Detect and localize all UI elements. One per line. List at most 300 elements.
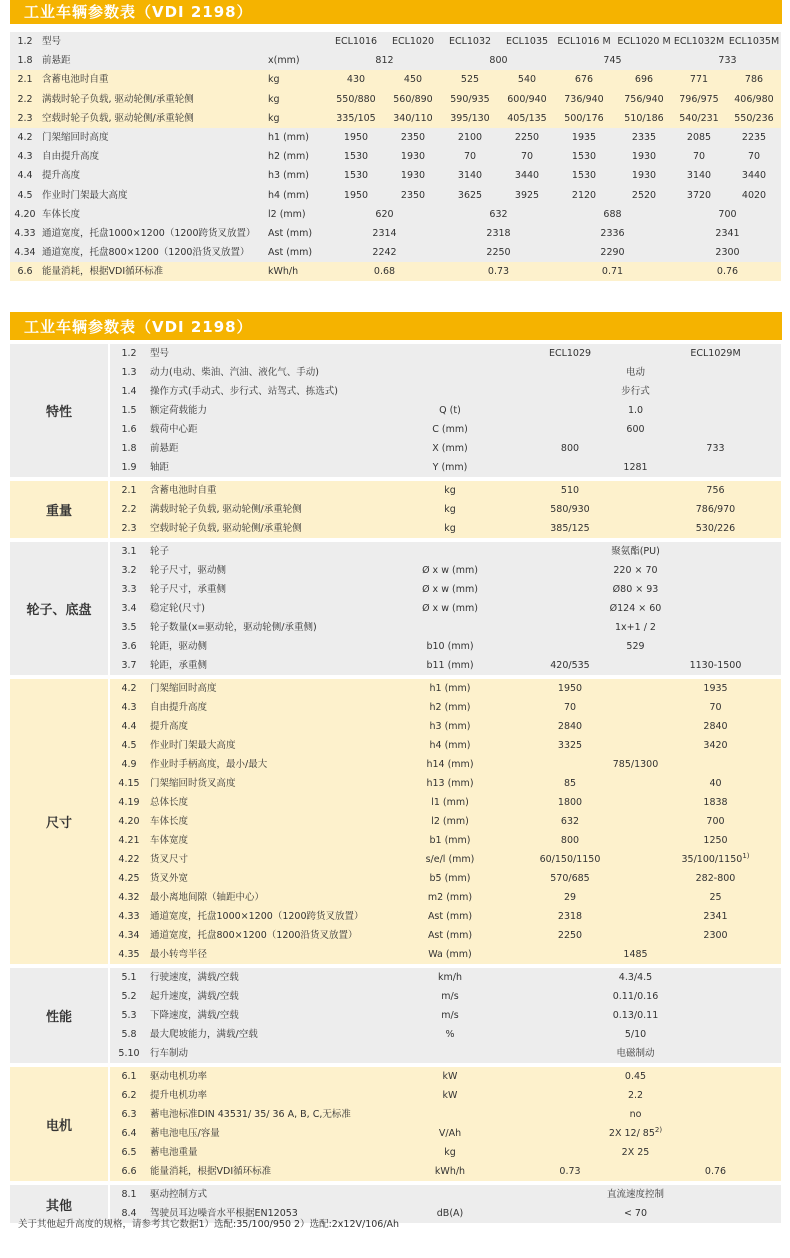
value-text: Ø80 × 93	[612, 584, 659, 595]
table-row	[10, 500, 781, 519]
row-unit: m/s	[441, 1010, 459, 1021]
value-text: 电动	[625, 367, 645, 378]
section-title: 轮子、底盘	[26, 603, 92, 618]
row-label: 驾驶员耳边噪音水平根据EN12053	[150, 1208, 298, 1219]
cell-value: 2085	[686, 131, 712, 143]
row-unit: l2 (mm)	[431, 816, 469, 827]
value-text: 25	[709, 892, 722, 903]
cell-value: 340/110	[393, 112, 433, 124]
value-shared	[490, 1086, 781, 1105]
row-label: 额定荷载能力	[150, 405, 208, 416]
row-label: 最大爬坡能力，满载/空载	[150, 1029, 258, 1040]
value-text: 1.0	[627, 405, 644, 416]
row-label: 操作方式(手动式、步行式、站驾式、拣选式)	[150, 386, 338, 397]
cell-value: 3625	[457, 189, 483, 201]
value-text: no	[629, 1109, 642, 1120]
row-code: 4.20	[118, 816, 140, 827]
row-label: 空载时轮子负载, 驱动轮侧/承重轮侧	[42, 112, 194, 124]
table-row	[10, 519, 781, 538]
section-2	[10, 542, 781, 675]
cell-value: 590/935	[450, 93, 490, 105]
row-label: 自由提升高度	[42, 151, 100, 163]
cell-value: 771	[689, 74, 709, 86]
row-code: 4.4	[121, 721, 137, 732]
table-row	[10, 1162, 781, 1181]
row-code: 3.7	[121, 660, 137, 671]
row-unit: l2 (mm)	[268, 208, 306, 220]
table-row	[10, 224, 781, 243]
row-unit: b11 (mm)	[426, 660, 474, 671]
pair-value: 2336	[600, 227, 625, 239]
value-ecl1029m	[650, 831, 781, 850]
row-code: 3.2	[121, 565, 137, 576]
section-title: 尺寸	[45, 816, 72, 831]
model-name: ECL1020 M	[617, 36, 671, 47]
model-name: ECL1035	[505, 36, 549, 47]
row-code: 4.3	[121, 702, 137, 713]
row-label: 蓄电池重量	[150, 1147, 198, 1158]
value-text: 2.2	[627, 1090, 644, 1101]
table-row	[10, 1006, 781, 1025]
value-shared	[490, 561, 781, 580]
value-text: 600	[626, 424, 645, 435]
cell-value: 796/975	[679, 93, 719, 105]
row-label: 车体宽度	[150, 835, 189, 846]
cell-value: 1950	[343, 189, 369, 201]
row-unit: b5 (mm)	[429, 873, 471, 884]
table-row	[10, 717, 781, 736]
value-ecl1029m	[650, 439, 781, 458]
row-unit: l1 (mm)	[431, 797, 469, 808]
value-text: 220 × 70	[613, 565, 658, 576]
row-label: 前悬距	[42, 55, 71, 67]
value-text: ECL1029M	[690, 348, 741, 359]
footnote: 关于其他起升高度的规格，请参考其它数据1）选配:35/100/950 2）选配:2x12V/106/Ah	[18, 1219, 400, 1230]
row-label: 作业时手柄高度，最小/最大	[150, 759, 268, 770]
section-title: 重量	[45, 504, 72, 519]
row-label: 动力(电动、柴油、汽油、液化气、手动)	[150, 367, 319, 378]
cell-value: 560/890	[393, 93, 433, 105]
row-code: 5.3	[121, 1010, 137, 1021]
value-ecl1029m	[650, 793, 781, 812]
pair-value: 0.73	[487, 266, 510, 278]
pair-value: 2300	[715, 247, 740, 259]
row-label: 轮距，驱动侧	[150, 641, 208, 652]
value-ecl1029: 2318	[557, 911, 583, 922]
pair-value: 700	[718, 208, 737, 220]
table-row	[10, 1044, 781, 1063]
value-ecl1029m	[650, 812, 781, 831]
row-code: 2.2	[121, 504, 137, 515]
value-shared	[490, 1025, 781, 1044]
table-row	[10, 907, 781, 926]
row-label: 通道宽度，托盘800×1200（1200沿货叉放置）	[150, 930, 358, 941]
footnote-marker: 1)	[742, 851, 750, 860]
cell-value: 696	[634, 74, 654, 86]
value-text: 电磁制动	[616, 1048, 655, 1059]
value-ecl1029: ECL1029	[548, 348, 592, 359]
value-text: 756	[706, 485, 725, 496]
cell-value: 786	[744, 74, 764, 86]
row-code: 6.6	[121, 1166, 137, 1177]
model-name: ECL1032M	[673, 36, 725, 47]
cell-value: 2350	[400, 189, 426, 201]
cell-value: 3140	[457, 170, 483, 182]
row-unit: h4 (mm)	[268, 189, 310, 201]
pair-value: 2341	[715, 227, 740, 239]
row-label: 提升高度	[42, 170, 81, 182]
row-unit: x(mm)	[268, 55, 300, 67]
table-row	[10, 109, 781, 128]
row-label: 最小离地间隙（轴距中心）	[150, 892, 265, 903]
value-text: 2840	[703, 721, 728, 732]
table-row	[10, 1067, 781, 1086]
row-unit: h3 (mm)	[268, 170, 310, 182]
value-ecl1029m	[650, 907, 781, 926]
cell-value: 550/236	[734, 112, 774, 124]
section-3	[10, 679, 781, 964]
cell-value: 3440	[741, 170, 767, 182]
cell-value: 500/176	[564, 112, 604, 124]
value-ecl1029m	[650, 500, 781, 519]
pair-value: 2314	[372, 227, 397, 239]
cell-value: 70	[747, 151, 761, 163]
row-label: 轮子	[150, 546, 170, 557]
value-shared	[490, 1143, 781, 1162]
row-unit: h3 (mm)	[429, 721, 471, 732]
cell-value: 550/880	[336, 93, 376, 105]
pair-value: 2318	[486, 227, 511, 239]
cell-value: 1935	[571, 131, 597, 143]
cell-value: 1930	[400, 170, 426, 182]
pair-value: 745	[603, 55, 622, 67]
row-unit: dB(A)	[436, 1208, 464, 1219]
value-ecl1029: 29	[563, 892, 577, 903]
value-ecl1029: 570/685	[550, 873, 590, 884]
value-shared	[490, 458, 781, 477]
row-unit: %	[445, 1029, 455, 1040]
cell-value: 756/940	[624, 93, 664, 105]
row-label: 轮距，承重侧	[150, 660, 208, 671]
row-code: 3.1	[121, 546, 137, 557]
row-label: 含蓄电池时自重	[42, 74, 109, 86]
table-row	[10, 755, 781, 774]
row-unit: km/h	[438, 972, 462, 983]
cell-value: 70	[692, 151, 706, 163]
cell-value: 2120	[571, 189, 597, 201]
row-unit: Ø x w (mm)	[422, 565, 478, 576]
row-label: 载荷中心距	[150, 424, 198, 435]
value-text: 2341	[703, 911, 728, 922]
cell-value: 70	[463, 151, 477, 163]
value-text: 0.11/0.16	[612, 991, 659, 1002]
section-4	[10, 968, 781, 1063]
row-code: 4.20	[14, 208, 36, 220]
table-row-model	[10, 32, 781, 51]
value-shared	[490, 968, 781, 987]
row-label: 自由提升高度	[150, 702, 208, 713]
value-text: 3420	[703, 740, 728, 751]
row-code: 4.34	[118, 930, 140, 941]
pair-value: 632	[489, 208, 508, 220]
value-ecl1029m	[650, 679, 781, 698]
table-row	[10, 987, 781, 1006]
row-label: 起升速度，满载/空载	[150, 991, 239, 1002]
table-row	[10, 945, 781, 964]
cell-value: 736/940	[564, 93, 604, 105]
table-row	[10, 831, 781, 850]
row-label: 车体长度	[150, 816, 189, 827]
pair-value: 0.71	[601, 266, 624, 278]
cell-value: 3140	[686, 170, 712, 182]
row-code: 4.22	[118, 854, 140, 865]
value-text: 直流速度控制	[606, 1189, 664, 1200]
model-name: ECL1032	[448, 36, 492, 47]
value-shared	[490, 1044, 781, 1063]
value-ecl1029: 1800	[557, 797, 583, 808]
value-shared	[490, 1105, 781, 1124]
spec-table-1	[10, 32, 781, 281]
row-code: 4.33	[118, 911, 140, 922]
value-ecl1029m	[650, 344, 781, 363]
row-code: 2.3	[121, 523, 137, 534]
value-text: 聚氨酯(PU)	[611, 546, 660, 557]
value-ecl1029: 3325	[557, 740, 583, 751]
cell-value: 2520	[631, 189, 657, 201]
table-row	[10, 439, 781, 458]
row-unit: h1 (mm)	[268, 131, 310, 143]
table2-title-banner: 工业车辆参数表（VDI 2198）	[10, 312, 782, 340]
row-code: 1.3	[121, 367, 137, 378]
row-unit: Ø x w (mm)	[422, 584, 478, 595]
value-shared	[490, 1067, 781, 1086]
row-unit: h4 (mm)	[429, 740, 471, 751]
row-code: 1.2	[17, 36, 33, 47]
section-title: 电机	[45, 1118, 72, 1134]
value-text: 282-800	[695, 873, 736, 884]
table-row	[10, 542, 781, 561]
row-code: 4.32	[118, 892, 140, 903]
value-ecl1029: 800	[560, 443, 580, 454]
cell-value: 450	[403, 74, 423, 86]
value-text: Ø124 × 60	[609, 603, 662, 614]
row-unit: m/s	[441, 991, 459, 1002]
row-code: 4.5	[17, 189, 33, 201]
table-row	[10, 186, 781, 205]
value-ecl1029m	[650, 869, 781, 888]
row-label: 轮子尺寸，承重侧	[150, 584, 227, 595]
pair-value: 0.76	[716, 266, 739, 278]
table-row	[10, 698, 781, 717]
row-code: 6.1	[121, 1071, 137, 1082]
cell-value: 2235	[741, 131, 767, 143]
value-shared	[490, 637, 781, 656]
pair-value: 2242	[372, 247, 397, 259]
value-text: 785/1300	[612, 759, 659, 770]
value-text: 1250	[703, 835, 728, 846]
row-label: 空载时轮子负载, 驱动轮侧/承重轮侧	[150, 523, 302, 534]
cell-value: 335/105	[336, 112, 376, 124]
row-label: 作业时门架最大高度	[150, 740, 236, 751]
value-ecl1029m	[650, 481, 781, 500]
row-label: 货叉外宽	[150, 873, 189, 884]
row-code: 4.33	[14, 227, 36, 239]
value-text: 40	[709, 778, 722, 789]
cell-value: 1930	[631, 170, 657, 182]
value-text: 1838	[703, 797, 728, 808]
cell-value: 1950	[343, 131, 369, 143]
table-row	[10, 561, 781, 580]
row-code: 3.5	[121, 622, 137, 633]
value-ecl1029: 85	[563, 778, 577, 789]
table-row	[10, 205, 781, 224]
row-unit: kg	[444, 504, 456, 515]
value-ecl1029: 420/535	[550, 660, 590, 671]
row-label: 门架缩回时高度	[42, 131, 109, 143]
cell-value: 1530	[343, 170, 369, 182]
row-code: 2.3	[17, 112, 33, 124]
table-row	[10, 793, 781, 812]
row-unit: kW	[442, 1090, 458, 1101]
row-unit: Y (mm)	[432, 462, 468, 473]
row-label: 型号	[42, 36, 62, 47]
table-row	[10, 850, 781, 869]
row-label: 满载时轮子负载, 驱动轮侧/承重轮侧	[42, 93, 194, 105]
table-row	[10, 70, 781, 89]
value-text: 529	[626, 641, 645, 652]
row-label: 前悬距	[150, 443, 179, 454]
value-ecl1029: 1950	[557, 683, 583, 694]
row-unit: C (mm)	[432, 424, 468, 435]
value-ecl1029: 0.73	[559, 1166, 581, 1177]
row-unit: X (mm)	[432, 443, 468, 454]
row-label: 通道宽度，托盘1000×1200（1200跨货叉放置）	[150, 911, 364, 922]
row-unit: kg	[444, 1147, 456, 1158]
table-row	[10, 262, 781, 281]
row-unit: h2 (mm)	[429, 702, 471, 713]
pair-value: 733	[718, 55, 737, 67]
cell-value: 70	[520, 151, 534, 163]
spec-table-2	[10, 344, 781, 1227]
section-title: 性能	[45, 1010, 72, 1025]
value-shared	[490, 599, 781, 618]
table-row	[10, 344, 781, 363]
pair-value: 2250	[486, 247, 511, 259]
value-ecl1029: 60/150/1150	[539, 854, 601, 865]
row-code: 3.6	[121, 641, 137, 652]
value-ecl1029: 2840	[557, 721, 583, 732]
table-row	[10, 599, 781, 618]
row-unit: kW	[442, 1071, 458, 1082]
table-row	[10, 637, 781, 656]
row-unit: Q (t)	[439, 405, 461, 416]
row-code: 1.2	[121, 348, 137, 359]
row-unit: Ast (mm)	[268, 247, 313, 259]
table-row	[10, 1025, 781, 1044]
cell-value: 540/231	[679, 112, 719, 124]
cell-value: 3720	[686, 189, 712, 201]
row-code: 5.10	[118, 1048, 140, 1059]
value-text: 70	[709, 702, 722, 713]
section-0	[10, 344, 781, 477]
value-text: 1130-1500	[689, 660, 742, 671]
table-row	[10, 128, 781, 147]
cell-value: 2350	[400, 131, 426, 143]
row-unit: kg	[268, 93, 280, 105]
row-code: 5.8	[121, 1029, 137, 1040]
section-5	[10, 1067, 781, 1181]
pair-value: 812	[375, 55, 394, 67]
cell-value: 600/940	[507, 93, 547, 105]
value-text: 1485	[623, 949, 648, 960]
row-code: 4.34	[14, 247, 36, 259]
table-row	[10, 618, 781, 637]
value-text: 733	[706, 443, 725, 454]
row-code: 5.1	[121, 972, 137, 983]
row-label: 通道宽度，托盘1000×1200（1200跨货叉放置）	[42, 227, 256, 239]
table-row	[10, 243, 781, 262]
value-text: 步行式	[621, 386, 650, 397]
row-unit: h2 (mm)	[268, 151, 310, 163]
row-label: 稳定轮(尺寸)	[150, 603, 205, 614]
row-code: 6.4	[121, 1128, 137, 1139]
table1-title-banner: 工业车辆参数表（VDI 2198）	[10, 0, 782, 24]
value-ecl1029: 632	[560, 816, 580, 827]
row-code: 4.3	[17, 151, 33, 163]
table-row	[10, 420, 781, 439]
row-code: 4.5	[121, 740, 137, 751]
row-unit: kWh/h	[268, 266, 299, 278]
row-label: 提升高度	[150, 721, 189, 732]
row-label: 作业时门架最大高度	[42, 189, 128, 201]
table-row	[10, 774, 781, 793]
value-text: < 70	[623, 1208, 648, 1219]
row-unit: kg	[268, 74, 280, 86]
value-ecl1029: 800	[560, 835, 580, 846]
cell-value: 540	[517, 74, 537, 86]
footnote-marker: 2)	[654, 1125, 663, 1134]
table-row	[10, 147, 781, 166]
cell-value: 3440	[514, 170, 540, 182]
value-shared	[490, 1006, 781, 1025]
value-text: 5/10	[624, 1029, 647, 1040]
row-unit: V/Ah	[438, 1128, 462, 1139]
row-label: 能量消耗，根据VDI循环标准	[150, 1166, 272, 1177]
value-shared	[490, 401, 781, 420]
row-label: 能量消耗，根据VDI循环标准	[42, 266, 164, 278]
row-code: 1.8	[121, 443, 137, 454]
value-text: 1935	[703, 683, 728, 694]
row-unit: Ø x w (mm)	[422, 603, 478, 614]
row-code: 1.4	[121, 386, 137, 397]
row-code: 5.2	[121, 991, 137, 1002]
value-ecl1029: 2250	[557, 930, 583, 941]
value-text: 2X 12/ 85	[608, 1128, 655, 1139]
table-row	[10, 401, 781, 420]
row-unit: h1 (mm)	[429, 683, 471, 694]
table-row	[10, 1185, 781, 1204]
row-unit: h14 (mm)	[426, 759, 474, 770]
row-code: 2.1	[17, 74, 33, 86]
table-row	[10, 458, 781, 477]
table-row	[10, 363, 781, 382]
row-code: 4.2	[17, 131, 33, 143]
cell-value: 1930	[400, 151, 426, 163]
cell-value: 2100	[457, 131, 483, 143]
table-row	[10, 166, 781, 185]
value-shared	[490, 580, 781, 599]
table-row	[10, 1124, 781, 1143]
